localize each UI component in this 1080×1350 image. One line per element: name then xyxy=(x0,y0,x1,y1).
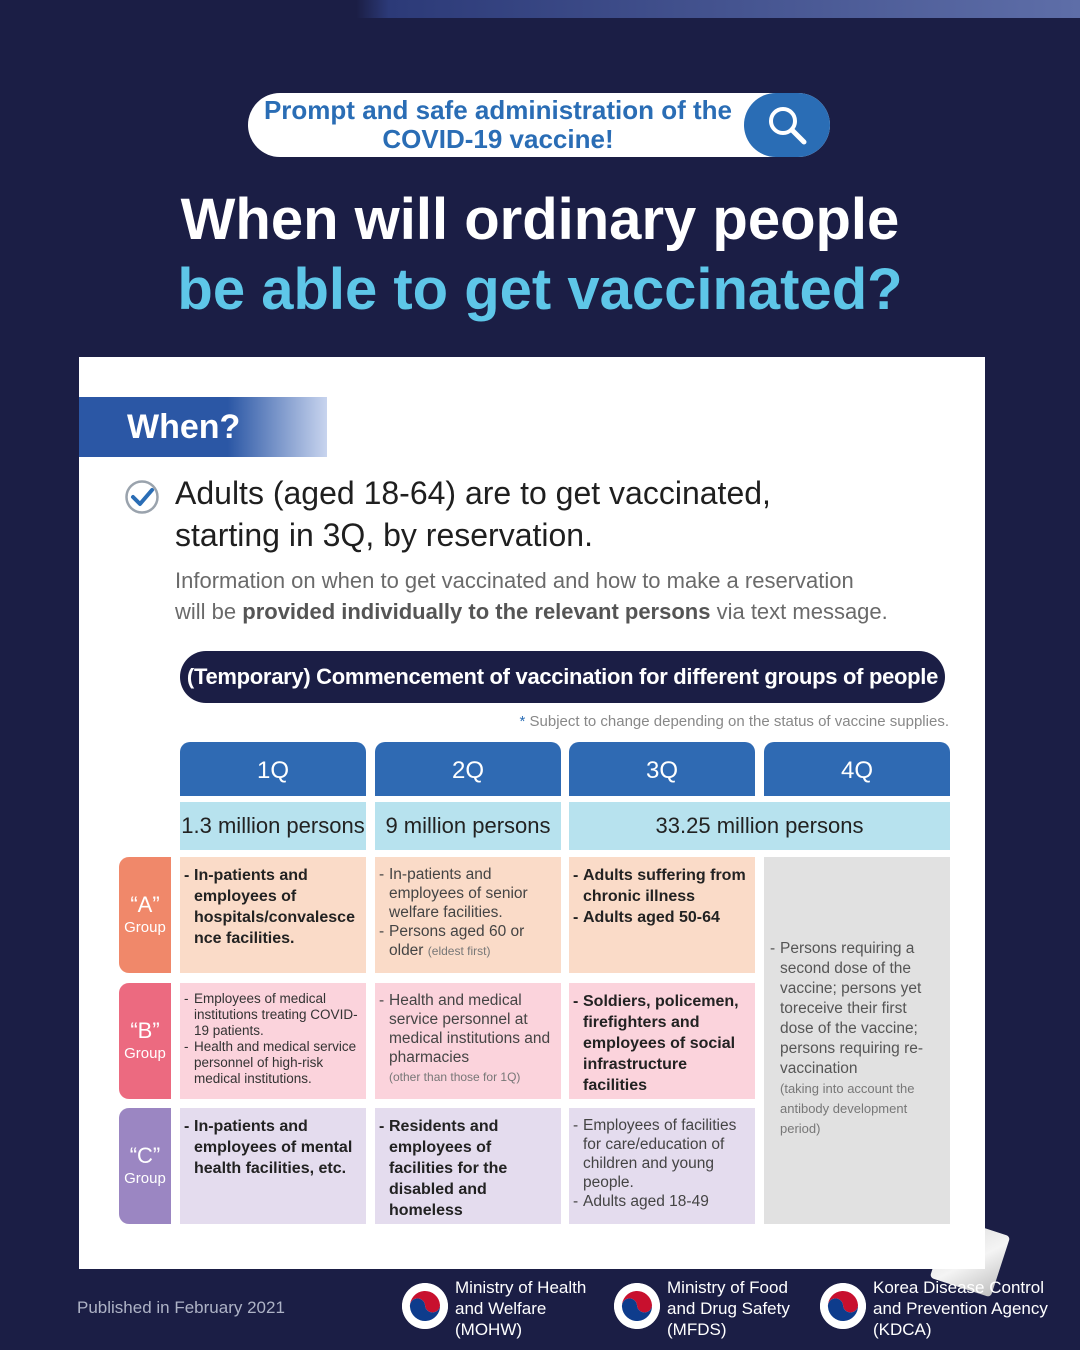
government-emblem-icon xyxy=(402,1283,448,1329)
ministry-name-line: Ministry of Health xyxy=(455,1278,587,1297)
cell-a-1q xyxy=(180,857,366,973)
cell-b-1q-item: - Health and medical service personnel of high-risk medical institutions. xyxy=(184,1039,362,1087)
group-b-letter: “B” xyxy=(130,1018,160,1043)
government-emblem-icon xyxy=(614,1283,660,1329)
group-a-letter: “A” xyxy=(130,892,160,917)
cell-c-2q-item: - Residents and employees of facilities for the disabled and homeless xyxy=(379,1116,557,1221)
group-a-word: Group xyxy=(124,919,166,936)
cell-b-2q-item xyxy=(379,991,557,1087)
quarter-header-3q: 3Q xyxy=(569,742,755,796)
cell-b-1q-item: - Employees of medical institutions treating COVID-19 patients. xyxy=(184,991,362,1039)
ministry-name-line: (KDCA) xyxy=(873,1320,932,1339)
published-date: Published in February 2021 xyxy=(77,1298,285,1317)
count-3q-4q: 33.25 million persons xyxy=(569,802,950,850)
quarter-header-1q: 1Q xyxy=(180,742,366,796)
search-button[interactable] xyxy=(744,93,830,157)
cell-a-3q xyxy=(569,857,755,973)
cell-a-2q-text: Persons aged 60 or older xyxy=(389,923,525,959)
group-a-label xyxy=(119,857,171,973)
cell-a-1q-item: - In-patients and employees of hospitals/convalesce nce facilities. xyxy=(184,865,362,949)
cell-c-3q-item: - Adults aged 18-49 xyxy=(573,1192,751,1211)
cell-4q xyxy=(764,857,950,1224)
group-b-word: Group xyxy=(124,1045,166,1062)
ministry-name xyxy=(667,1277,790,1340)
cell-b-3q xyxy=(569,983,755,1099)
cell-a-2q xyxy=(375,857,561,973)
search-icon xyxy=(766,104,808,146)
ministry-name xyxy=(873,1277,1048,1340)
count-1q: 1.3 million persons xyxy=(180,802,366,850)
cell-4q-note: (taking into account the antibody development period) xyxy=(780,1081,915,1136)
sub-text-a: will be xyxy=(175,599,243,624)
cell-b-2q-text: Health and medical service personnel at medical institutions and pharmacies xyxy=(389,992,551,1066)
cell-c-1q-item: - In-patients and employees of mental health facilities, etc. xyxy=(184,1116,362,1179)
main-statement-line2: starting in 3Q, by reservation. xyxy=(175,517,593,553)
search-text-line2: COVID-19 vaccine! xyxy=(382,124,614,154)
sub-text-bold: provided individually to the relevant persons xyxy=(242,599,711,624)
ministry-name-line: Korea Disease Control xyxy=(873,1278,1045,1297)
ministry-name xyxy=(455,1277,586,1340)
main-statement-line1: Adults (aged 18-64) are to get vaccinated, xyxy=(175,475,771,511)
search-text xyxy=(248,93,748,157)
cell-c-3q xyxy=(569,1108,755,1224)
sub-statement-line1: Information on when to get vaccinated and how to make a reservation xyxy=(175,568,854,593)
cell-c-2q xyxy=(375,1108,561,1224)
cell-a-2q-note: (eldest first) xyxy=(427,944,491,958)
ministry-name-line: (MFDS) xyxy=(667,1320,727,1339)
sub-statement xyxy=(175,565,888,627)
note-star: * xyxy=(519,713,526,730)
when-heading: When? xyxy=(79,397,327,457)
info-card xyxy=(79,357,985,1269)
ministry-name-line: and Welfare xyxy=(455,1299,547,1318)
cell-b-1q xyxy=(180,983,366,1099)
group-c-label xyxy=(119,1108,171,1224)
cell-c-3q-item: - Employees of facilities for care/education of children and young people. xyxy=(573,1116,751,1192)
sub-statement-line2 xyxy=(175,596,888,627)
search-bar[interactable] xyxy=(248,93,830,157)
cell-c-1q xyxy=(180,1108,366,1224)
sub-text-b: via text message. xyxy=(710,599,888,624)
cell-a-2q-item xyxy=(379,922,557,961)
top-stripe xyxy=(0,0,1080,18)
cell-b-2q xyxy=(375,983,561,1099)
ministry-name-line: (MOHW) xyxy=(455,1320,523,1339)
government-emblem-icon xyxy=(820,1283,866,1329)
quarter-header-2q: 2Q xyxy=(375,742,561,796)
group-b-label xyxy=(119,983,171,1099)
cell-a-3q-item: - Adults suffering from chronic illness xyxy=(573,865,751,907)
checkmark-icon xyxy=(124,479,160,515)
group-c-word: Group xyxy=(124,1170,166,1187)
headline-line1: When will ordinary people xyxy=(180,187,900,252)
search-text-line1: Prompt and safe administration of the xyxy=(263,95,733,125)
cell-b-2q-note: (other than those for 1Q) xyxy=(389,1070,521,1084)
supply-note xyxy=(520,713,949,730)
cell-b-3q-item: - Soldiers, policemen, firefighters and employees of social infrastructure facilities xyxy=(573,991,751,1096)
cell-a-2q-item: - In-patients and employees of senior welfare facilities. xyxy=(379,865,557,922)
headline-line2: be able to get vaccinated? xyxy=(177,257,903,322)
group-c-letter: “C” xyxy=(129,1143,161,1168)
ministry-name-line: Ministry of Food xyxy=(667,1278,788,1297)
main-statement xyxy=(175,472,771,556)
ministry-name-line: and Prevention Agency xyxy=(873,1299,1048,1318)
count-2q: 9 million persons xyxy=(375,802,561,850)
cell-a-3q-item: - Adults aged 50-64 xyxy=(573,907,751,928)
cell-4q-item xyxy=(770,939,944,1139)
ministry-name-line: and Drug Safety xyxy=(667,1299,790,1318)
note-text: Subject to change depending on the status of vaccine supplies. xyxy=(525,713,949,730)
cell-4q-text: Persons requiring a second dose of the vaccine; persons yet toreceive their first dose of the vaccine; persons requiring re-vaccination xyxy=(780,940,924,1077)
section-title: (Temporary) Commencement of vaccination for different groups of people xyxy=(180,651,945,703)
quarter-header-4q: 4Q xyxy=(764,742,950,796)
